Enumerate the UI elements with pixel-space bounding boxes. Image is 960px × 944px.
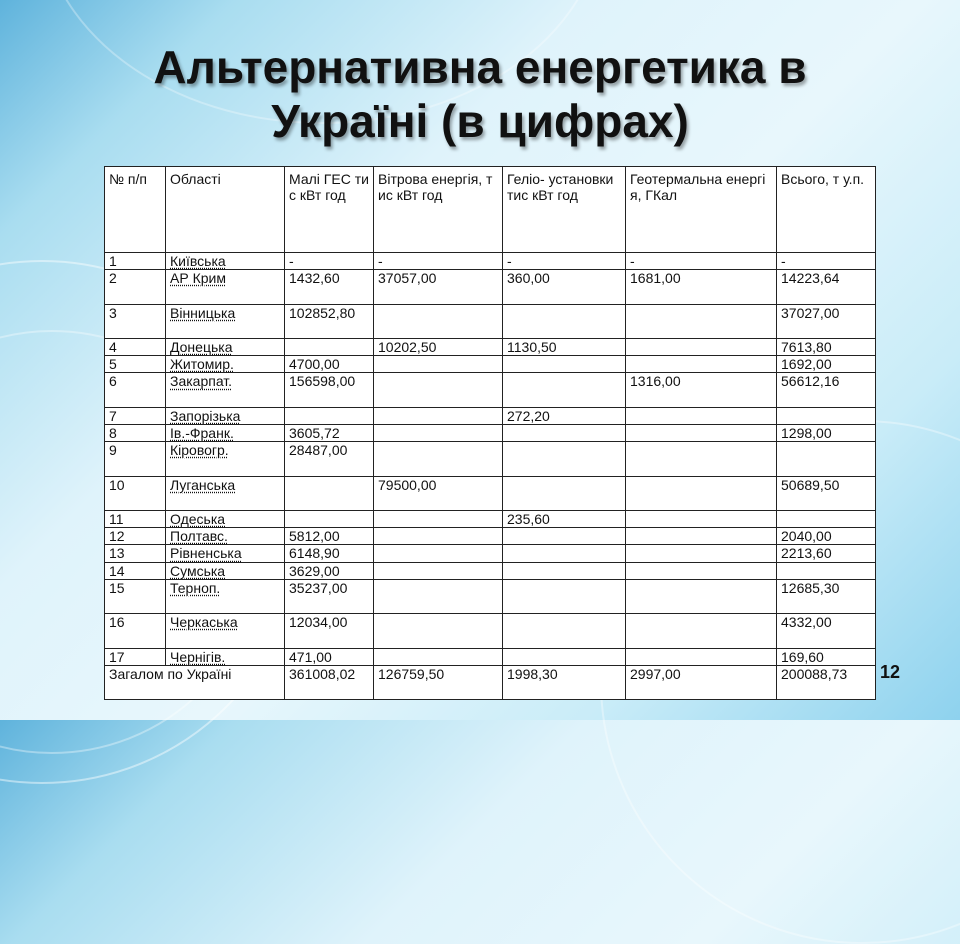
value-cell — [777, 442, 876, 476]
slide-title-line-2: Україні (в цифрах) — [271, 95, 689, 147]
table-row — [105, 476, 876, 510]
value-cell: 360,00 — [503, 270, 626, 304]
value-cell: 50689,50 — [777, 476, 876, 510]
value-cell — [374, 304, 503, 338]
value-cell: - — [503, 253, 626, 270]
value-cell: 12034,00 — [285, 614, 374, 648]
row-number-cell: 2 — [105, 270, 166, 304]
region-cell: АР Крим — [166, 270, 285, 304]
value-cell — [626, 407, 777, 424]
value-cell — [626, 562, 777, 579]
region-cell: Полтавс. — [166, 528, 285, 545]
header-number: № п/п — [105, 167, 166, 253]
row-number-cell: 12 — [105, 528, 166, 545]
page-number: 12 — [880, 662, 901, 682]
table-row — [105, 614, 876, 648]
value-cell — [374, 614, 503, 648]
value-cell — [626, 648, 777, 665]
value-cell — [626, 511, 777, 528]
region-cell: Одеська — [166, 511, 285, 528]
table-row — [105, 579, 876, 613]
value-cell — [503, 425, 626, 442]
value-cell: 3629,00 — [285, 562, 374, 579]
value-cell — [503, 304, 626, 338]
region-cell: Житомир. — [166, 356, 285, 373]
header-solar: Геліо- установки тис кВт год — [503, 167, 626, 253]
row-number-cell: 9 — [105, 442, 166, 476]
header-small-hydro: Малі ГЕС тис кВт год — [285, 167, 374, 253]
row-number-cell: 4 — [105, 339, 166, 356]
row-number-cell: 7 — [105, 407, 166, 424]
value-cell: 7613,80 — [777, 339, 876, 356]
value-cell: 1298,00 — [777, 425, 876, 442]
table-row — [105, 356, 876, 373]
header-geothermal: Геотермальна енергія, ГКал — [626, 167, 777, 253]
value-cell — [626, 339, 777, 356]
region-cell: Сумська — [166, 562, 285, 579]
energy-table — [104, 166, 876, 700]
region-cell: Вінницька — [166, 304, 285, 338]
table-row — [105, 528, 876, 545]
value-cell — [626, 528, 777, 545]
value-cell: 4332,00 — [777, 614, 876, 648]
value-cell: 1692,00 — [777, 356, 876, 373]
value-cell — [285, 476, 374, 510]
row-number-cell: 3 — [105, 304, 166, 338]
region-cell: Рівненська — [166, 545, 285, 562]
header-wind: Вітрова енергія, тис кВт год — [374, 167, 503, 253]
table-row — [105, 648, 876, 665]
row-number-cell: 5 — [105, 356, 166, 373]
value-cell — [503, 528, 626, 545]
total-cell: 126759,50 — [374, 666, 503, 700]
value-cell — [374, 373, 503, 407]
energy-table-container — [104, 166, 875, 700]
value-cell — [374, 442, 503, 476]
region-cell: Черкаська — [166, 614, 285, 648]
value-cell — [626, 425, 777, 442]
value-cell — [374, 356, 503, 373]
row-number-cell: 11 — [105, 511, 166, 528]
value-cell: 471,00 — [285, 648, 374, 665]
row-number-cell: 8 — [105, 425, 166, 442]
row-number-cell: 13 — [105, 545, 166, 562]
value-cell — [626, 304, 777, 338]
row-number-cell: 10 — [105, 476, 166, 510]
value-cell: 14223,64 — [777, 270, 876, 304]
value-cell — [374, 425, 503, 442]
row-number-cell: 1 — [105, 253, 166, 270]
value-cell — [374, 562, 503, 579]
value-cell: - — [285, 253, 374, 270]
value-cell — [626, 442, 777, 476]
value-cell: 2213,60 — [777, 545, 876, 562]
value-cell — [626, 579, 777, 613]
value-cell — [503, 579, 626, 613]
slide-title-line-1: Альтернативна енергетика в — [153, 41, 807, 93]
value-cell: 169,60 — [777, 648, 876, 665]
value-cell — [503, 648, 626, 665]
value-cell: 1316,00 — [626, 373, 777, 407]
header-total: Всього, т у.п. — [777, 167, 876, 253]
region-cell: Закарпат. — [166, 373, 285, 407]
table-row — [105, 373, 876, 407]
value-cell — [626, 545, 777, 562]
row-number-cell: 6 — [105, 373, 166, 407]
value-cell: 10202,50 — [374, 339, 503, 356]
region-cell: Луганська — [166, 476, 285, 510]
table-row — [105, 339, 876, 356]
value-cell — [503, 476, 626, 510]
table-body — [105, 253, 876, 666]
table-row — [105, 253, 876, 270]
value-cell — [374, 407, 503, 424]
value-cell — [374, 648, 503, 665]
value-cell: - — [374, 253, 503, 270]
value-cell — [503, 373, 626, 407]
total-cell: 1998,30 — [503, 666, 626, 700]
value-cell — [503, 545, 626, 562]
value-cell — [626, 476, 777, 510]
value-cell: 4700,00 — [285, 356, 374, 373]
value-cell: 102852,80 — [285, 304, 374, 338]
total-cell: 2997,00 — [626, 666, 777, 700]
region-cell: Київська — [166, 253, 285, 270]
row-number-cell: 15 — [105, 579, 166, 613]
value-cell: 2040,00 — [777, 528, 876, 545]
value-cell — [626, 614, 777, 648]
region-cell: Ів.-Франк. — [166, 425, 285, 442]
value-cell: 28487,00 — [285, 442, 374, 476]
row-number-cell: 17 — [105, 648, 166, 665]
total-label: Загалом по Україні — [105, 666, 285, 700]
value-cell — [285, 407, 374, 424]
total-row — [105, 666, 876, 700]
table-row — [105, 562, 876, 579]
header-region: Області — [166, 167, 285, 253]
value-cell — [503, 614, 626, 648]
value-cell: 5812,00 — [285, 528, 374, 545]
value-cell: 6148,90 — [285, 545, 374, 562]
value-cell: 1130,50 — [503, 339, 626, 356]
region-cell: Запорізька — [166, 407, 285, 424]
value-cell — [503, 442, 626, 476]
value-cell — [285, 339, 374, 356]
value-cell — [777, 407, 876, 424]
value-cell: 235,60 — [503, 511, 626, 528]
total-cell: 200088,73 — [777, 666, 876, 700]
table-header-row — [105, 167, 876, 253]
row-number-cell: 14 — [105, 562, 166, 579]
value-cell — [777, 562, 876, 579]
value-cell — [626, 356, 777, 373]
region-cell: Терноп. — [166, 579, 285, 613]
value-cell — [285, 511, 374, 528]
value-cell — [374, 545, 503, 562]
value-cell: 37027,00 — [777, 304, 876, 338]
row-number-cell: 16 — [105, 614, 166, 648]
value-cell: - — [626, 253, 777, 270]
value-cell — [777, 511, 876, 528]
table-row — [105, 304, 876, 338]
table-row — [105, 407, 876, 424]
value-cell — [374, 511, 503, 528]
value-cell: - — [777, 253, 876, 270]
value-cell: 12685,30 — [777, 579, 876, 613]
table-row — [105, 545, 876, 562]
value-cell — [503, 562, 626, 579]
value-cell: 3605,72 — [285, 425, 374, 442]
value-cell — [503, 356, 626, 373]
value-cell: 37057,00 — [374, 270, 503, 304]
table-row — [105, 425, 876, 442]
value-cell: 56612,16 — [777, 373, 876, 407]
value-cell — [374, 579, 503, 613]
table-row — [105, 442, 876, 476]
region-cell: Кіровогр. — [166, 442, 285, 476]
value-cell: 35237,00 — [285, 579, 374, 613]
region-cell: Чернігів. — [166, 648, 285, 665]
value-cell: 79500,00 — [374, 476, 503, 510]
region-cell: Донецька — [166, 339, 285, 356]
value-cell — [374, 528, 503, 545]
table-row — [105, 270, 876, 304]
value-cell: 1432,60 — [285, 270, 374, 304]
table-row — [105, 511, 876, 528]
slide-title — [0, 40, 960, 148]
value-cell: 156598,00 — [285, 373, 374, 407]
total-cell: 361008,02 — [285, 666, 374, 700]
value-cell: 1681,00 — [626, 270, 777, 304]
value-cell: 272,20 — [503, 407, 626, 424]
